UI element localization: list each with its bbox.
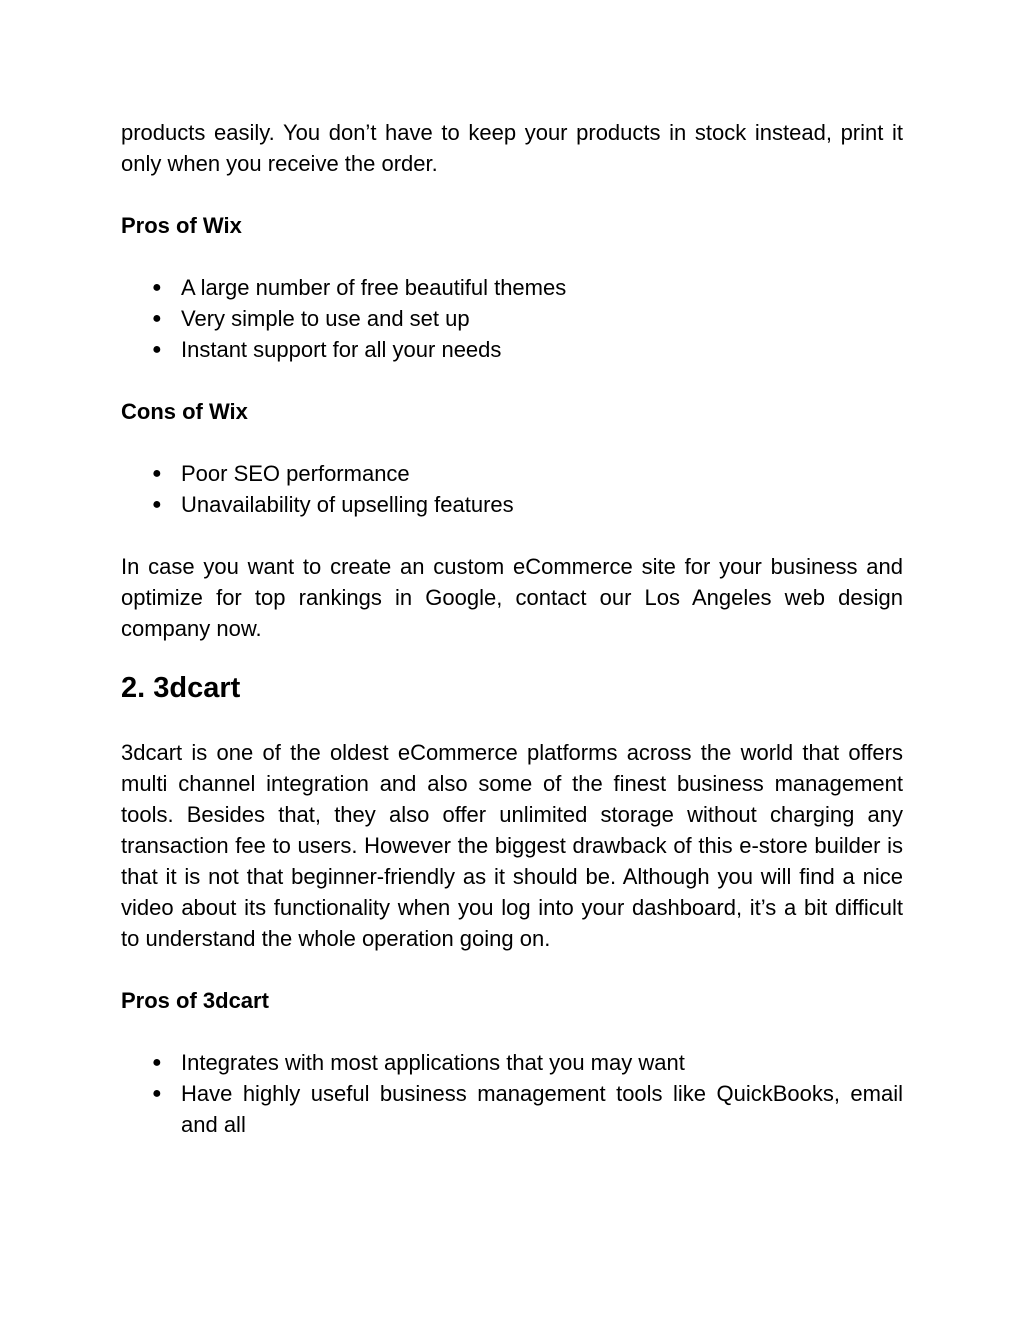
wix-cons-heading: Cons of Wix	[121, 399, 248, 424]
intro-paragraph: products easily. You don’t have to keep your products in stock instead, print it only when you receive the order.	[121, 120, 903, 176]
bullet-icon: ●	[152, 310, 162, 327]
bullet-icon: ●	[152, 465, 162, 482]
bullet-icon: ●	[152, 1054, 162, 1071]
wix-pros-list	[121, 272, 903, 365]
bullet-icon: ●	[152, 341, 162, 358]
bullet-icon: ●	[152, 496, 162, 513]
3dcart-paragraph: 3dcart is one of the oldest eCommerce platforms across the world that offers multi channel integration and also some of the finest business management tools. Besides that, they also offer unlimited storage without charging any transaction fee to users. However the biggest drawback of this e-store builder is that it is not that beginner-friendly as it should be. Although you will find a nice video about its functionality when you log into your dashboard, it’s a bit difficult to understand the whole operation going on.	[121, 740, 903, 951]
list-item: ● Instant support for all your needs	[121, 334, 903, 365]
3dcart-pros-heading: Pros of 3dcart	[121, 988, 269, 1013]
wix-cta-paragraph: In case you want to create an custom eCommerce site for your business and optimize for top rankings in Google, contact our Los Angeles web design company now.	[121, 554, 903, 641]
wix-pros-heading: Pros of Wix	[121, 213, 242, 238]
list-item: ● Very simple to use and set up	[121, 303, 903, 334]
section-heading-3dcart: 2. 3dcart	[121, 672, 241, 704]
bullet-icon: ●	[152, 279, 162, 296]
bullet-icon: ●	[152, 1085, 162, 1102]
list-item: ● Integrates with most applications that you may want	[121, 1047, 903, 1078]
list-item: ● Have highly useful business management tools like QuickBooks, email and all	[121, 1078, 903, 1140]
list-item: ● A large number of free beautiful themes	[121, 272, 903, 303]
list-item: ● Poor SEO performance	[121, 458, 903, 489]
list-item: ● Unavailability of upselling features	[121, 489, 903, 520]
document-page	[121, 117, 903, 1140]
3dcart-pros-list	[121, 1047, 903, 1140]
wix-cons-list	[121, 458, 903, 520]
